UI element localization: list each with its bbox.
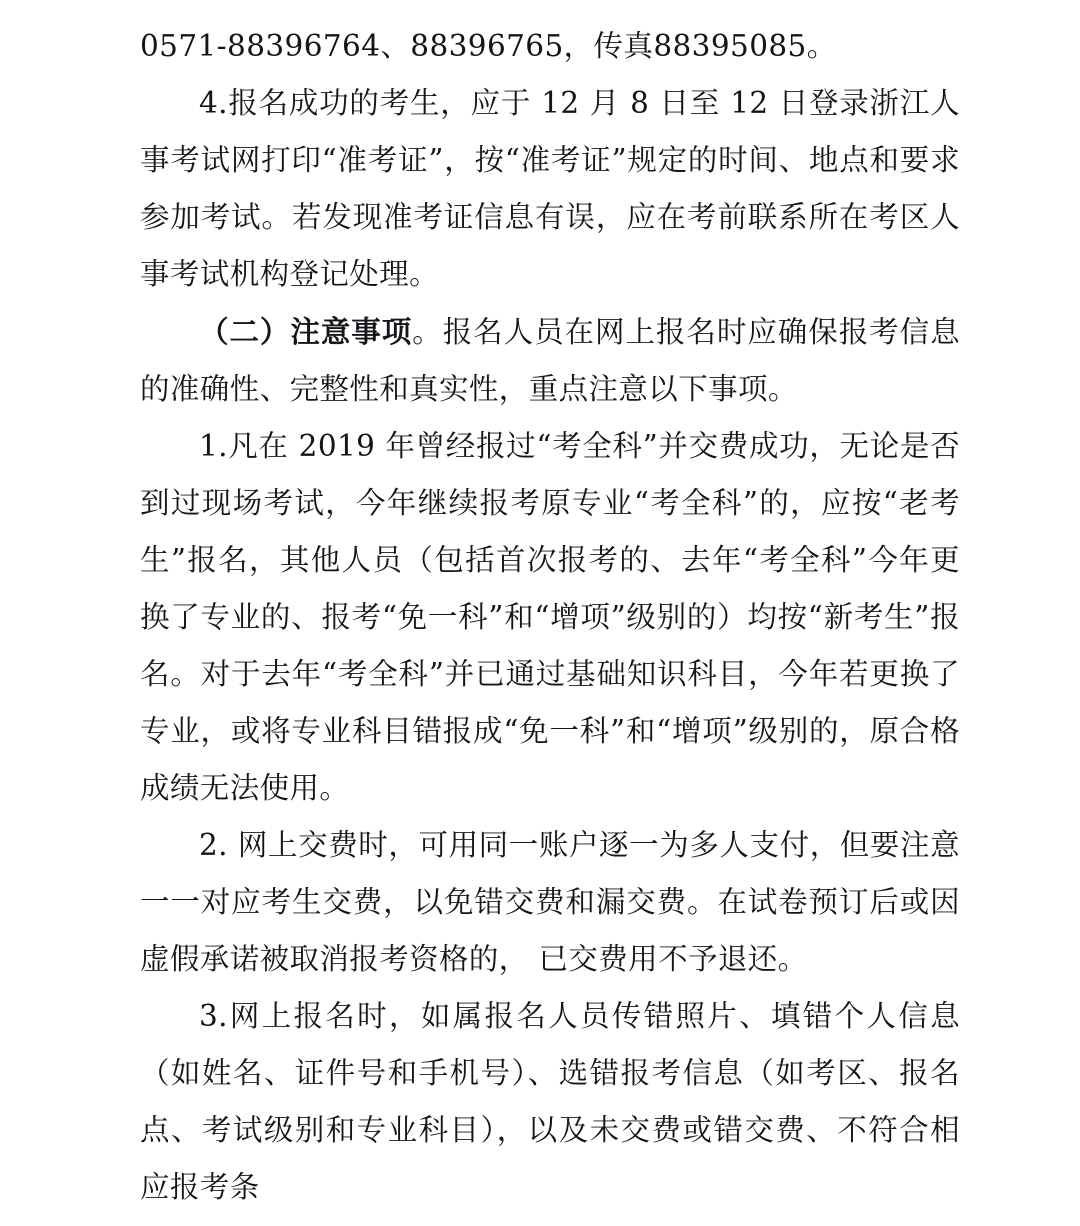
- paragraph-note-2: 2. 网上交费时，可用同一账户逐一为多人支付，但要注意一一对应考生交费，以免错交费和漏交费。在试卷预订后或因虚假承诺被取消报考资格的， 已交费用不予退还。: [140, 828, 960, 976]
- paragraph-note-1: 1.凡在 2019 年曾经报过“考全科”并交费成功，无论是否到过现场考试，今年继续报考原专业“考全科”的，应按“老考生”报名，其他人员（包括首次报考的、去年“考全科”今年更换了专业的、报考“免一科”和“增项”级别的）均按“新考生”报名。对于去年“考全科”并已通过基础知识科目，今年若更换了专业，或将专业科目错报成“免一科”和“增项”级别的，原合格成绩无法使用。: [140, 429, 960, 805]
- paragraph-phone-line: 0571-88396764、88396765，传真88395085。: [140, 29, 837, 63]
- section-heading-lead: （二）注意事项: [199, 314, 413, 349]
- paragraph-item-4: 4.报名成功的考生，应于 12 月 8 日至 12 日登录浙江人事考试网打印“准考证”，按“准考证”规定的时间、地点和要求参加考试。若发现准考证信息有误，应在考前联系所在考区人事考试机构登记处理。: [140, 86, 960, 291]
- paragraph-section-2-notes: [140, 303, 960, 418]
- section-heading-body: 。报名人员在网上报名时应确保报考信息的准确性、完整性和真实性，重点注意以下事项。: [140, 315, 960, 406]
- paragraph-note-3: 3.网上报名时，如属报名人员传错照片、填错个人信息（如姓名、证件号和手机号）、选错报考信息（如考区、报名点、考试级别和专业科目），以及未交费或错交费、不符合相应报考条: [140, 999, 960, 1204]
